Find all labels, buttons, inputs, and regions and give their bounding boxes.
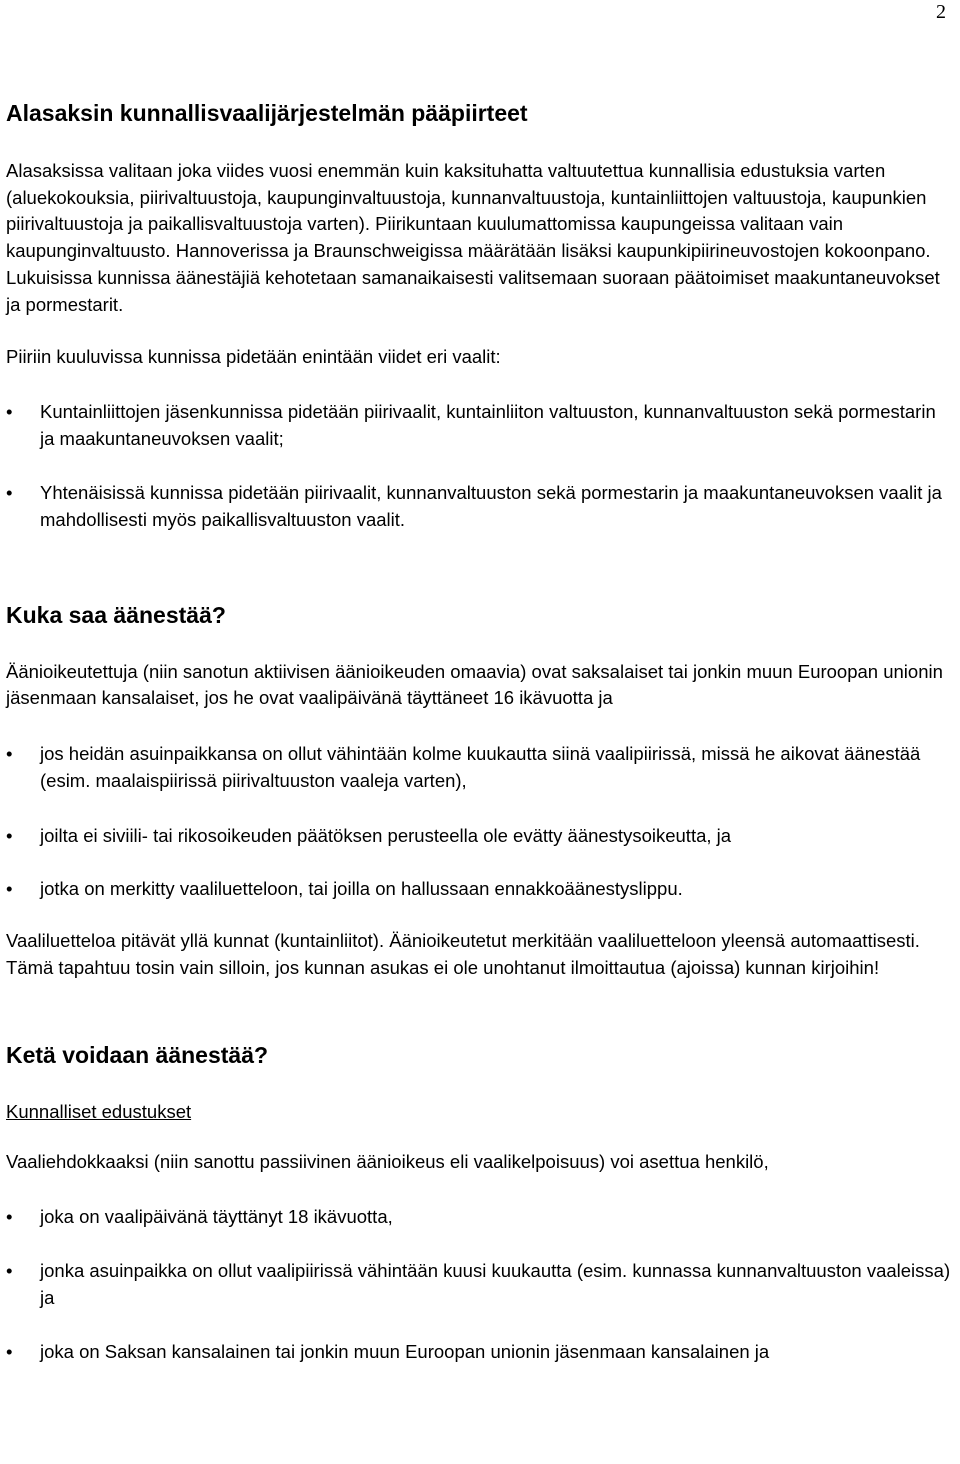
election-types-list (6, 399, 954, 534)
paragraph-voter-eligibility: Äänioikeutettuja (niin sanotun aktiivisen äänioikeuden omaavia) ovat saksalaiset tai jonkin muun Euroopan unionin jäsenmaan kansalaiset, jos he ovat vaalipäivänä täyttäneet 16 ikävuotta ja (6, 660, 943, 709)
list-item: • joilta ei siviili- tai rikosoikeuden päätöksen perusteella ole evätty äänestysoikeutta, ja (6, 823, 954, 850)
list-item: • Kuntainliittojen jäsenkunnissa pidetään piirivaalit, kuntainliiton valtuuston, kunnanvaltuuston sekä pormestarin ja maakuntaneuvoksen vaalit; (6, 399, 954, 452)
section-heading-who-votes: Kuka saa äänestää? (6, 601, 226, 628)
list-item: • joka on Saksan kansalainen tai jonkin muun Euroopan unionin jäsenmaan kansalainen ja (6, 1339, 954, 1366)
section-who-can-be-elected (6, 1040, 954, 1365)
list-item: • Yhtenäisissä kunnissa pidetään piirivaalit, kunnanvaltuuston sekä pormestarin ja maakuntaneuvoksen vaalit ja mahdollisesti myös paikallisvaltuuston vaalit. (6, 480, 954, 533)
section-who-votes (6, 600, 954, 982)
section-heading-who-can-be-elected: Ketä voidaan äänestää? (6, 1042, 269, 1069)
list-item: • jos heidän asuinpaikkansa on ollut vähintään kolme kuukautta siinä vaalipiirissä, missä he aikovat äänestää (esim. maalaispiirissä piirivaltuuston vaaleja varten), (6, 741, 954, 794)
list-item: • joka on vaalipäivänä täyttänyt 18 ikävuotta, (6, 1204, 954, 1231)
document-body (6, 98, 954, 1366)
paragraph-candidate-eligibility: Vaaliehdokkaaksi (niin sanottu passiivinen äänioikeus eli vaalikelpoisuus) voi asettua henkilö, (6, 1151, 769, 1173)
paragraph-list-intro: Piiriin kuuluvissa kunnissa pidetään enintään viidet eri vaalit: (6, 346, 501, 368)
list-item: • jonka asuinpaikka on ollut vaalipiirissä vähintään kuusi kuukautta (esim. kunnassa kunnanvaltuuston vaaleissa) ja (6, 1258, 954, 1311)
voter-conditions-list (6, 741, 954, 903)
section-electoral-system (6, 98, 954, 534)
subheading-municipal-representations: Kunnalliset edustukset (6, 1101, 192, 1123)
list-item: • jotka on merkitty vaaliluetteloon, tai joilla on hallussaan ennakkoäänestyslippu. (6, 876, 954, 903)
section-heading-electoral-system: Alasaksin kunnallisvaalijärjestelmän pääpiirteet (6, 100, 528, 126)
page-number: 2 (936, 1, 946, 23)
paragraph-voter-register: Vaaliluetteloa pitävät yllä kunnat (kuntainliitot). Äänioikeutetut merkitään vaaliluetteloon yleensä automaattisesti. Tämä tapahtuu tosin vain silloin, jos kunnan asukas ei ole unohtanut ilmoittautua (ajoissa) kunnan kirjoihin! (6, 929, 920, 978)
paragraph-system-intro: Alasaksissa valitaan joka viides vuosi enemmän kuin kaksituhatta valtuutettua kunnallisia edustuksia varten (aluekokouksia, piirivaltuustoja, kaupunginvaltuustoja, kunnanvaltuustoja, kuntainliittojen valtuustoja, kaupunkien piirivaltuustoja ja paikallisvaltuustoja varten). Piirikuntaan kuulumattomissa kaupungeissa valitaan vain kaupunginvaltuusto. Hannoverissa ja Braunschweigissa määrätään lisäksi kaupunkipiirineuvostojen kokoonpano. Lukuisissa kunnissa äänestäjiä kehotetaan samanaikaisesti valitsemaan suoraan päätoimiset maakuntaneuvokset ja pormestarit. (6, 160, 940, 315)
candidate-conditions-list (6, 1204, 954, 1366)
